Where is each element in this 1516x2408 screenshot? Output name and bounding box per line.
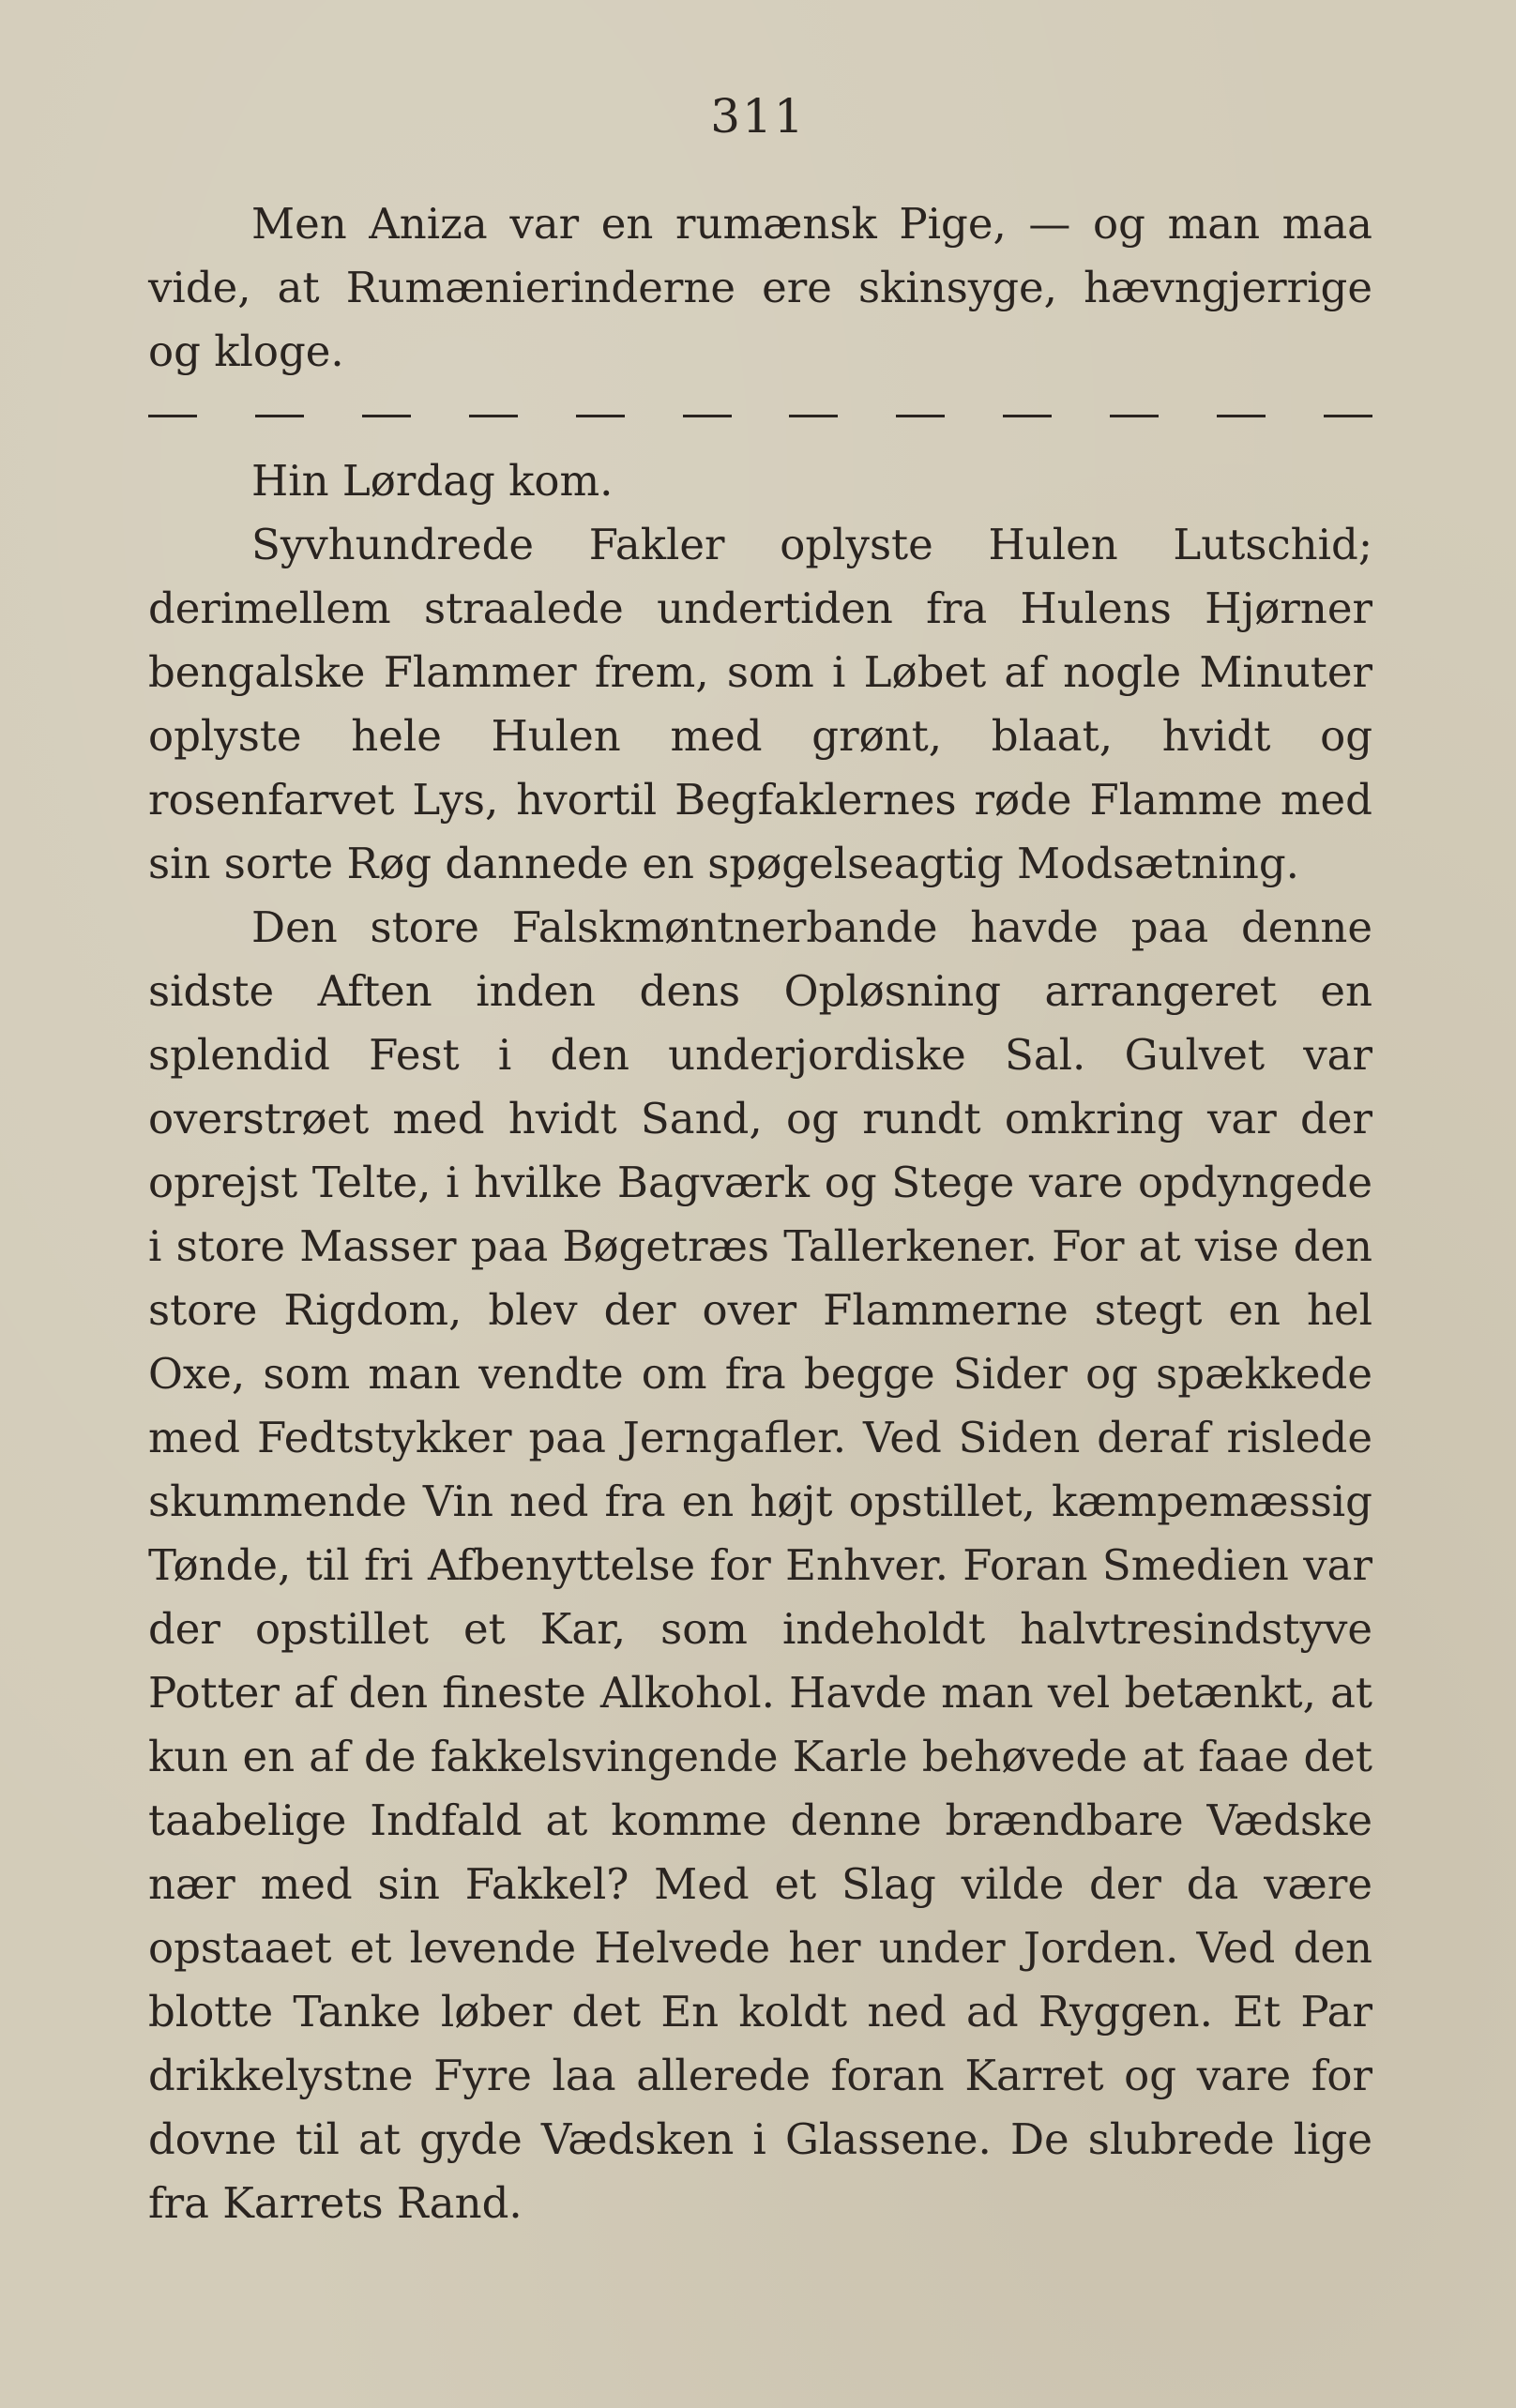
paragraph-torches: Syvhundrede Fakler oplyste Hulen Lutschid; derimellem straalede undertiden fra Hulens Hjørner bengalske Flammer frem, som i Løbet af nogle Minuter oplyste hele Hulen med grønt, blaat, hvidt og rosenfarvet Lys, hvortil Begfaklernes røde Flamme med sin sorte Røg dannede en spøgelseagtig Modsætning.	[148, 520, 1372, 888]
dash	[576, 415, 625, 417]
page-number: 311	[710, 89, 806, 144]
dash	[148, 415, 197, 417]
paragraph-feast: Den store Falskmøntnerbande havde paa denne sidste Aften inden dens Opløsning arrangeret en splendid Fest i den underjordiske Sal. Gulvet var overstrøet med hvidt Sand, og rundt omkring var der oprejst Telte, i hvilke Bagværk og Stege vare opdyngede i store Masser paa Bøgetræs Tallerkener. For at vise den store Rigdom, blev der over Flammerne stegt en hel Oxe, som man vendte om fra begge Sider og spækkede med Fedtstykker paa Jerngafler. Ved Siden deraf rislede skummende Vin ned fra en højt opstillet, kæmpemæssig Tønde, til fri Afbenyttelse for Enhver. Foran Smedien var der opstillet et Kar, som indeholdt halvtresindstyve Potter af den fineste Alkohol. Havde man vel betænkt, at kun en af de fakkelsvingende Karle behøvede at faae det taabelige Indfald at komme denne brændbare Vædske nær med sin Fakkel? Med et Slag vilde der da være opstaaet et levende Helvede her under Jorden. Ved den blotte Tanke løber det En koldt ned ad Ryggen. Et Par drikkelystne Fyre laa allerede foran Karret og vare for dovne til at gyde Vædsken i Glassene. De slubrede lige fra Karrets Rand.	[148, 902, 1372, 2228]
dash	[1003, 415, 1052, 417]
dash	[469, 415, 518, 417]
dash	[683, 415, 732, 417]
text-block	[148, 192, 1372, 2235]
section-break	[148, 384, 1372, 447]
dash	[1324, 415, 1372, 417]
dash	[1110, 415, 1159, 417]
paragraph-aniza: Men Aniza var en rumænsk Pige, — og man maa vide, at Rumænierinderne ere skinsyge, hævngjerrige og kloge.	[148, 199, 1372, 376]
dash	[255, 415, 304, 417]
dash	[789, 415, 838, 417]
paragraph-saturday: Hin Lørdag kom.	[251, 456, 614, 506]
dash	[1217, 415, 1266, 417]
dash	[362, 415, 411, 417]
dash	[896, 415, 945, 417]
